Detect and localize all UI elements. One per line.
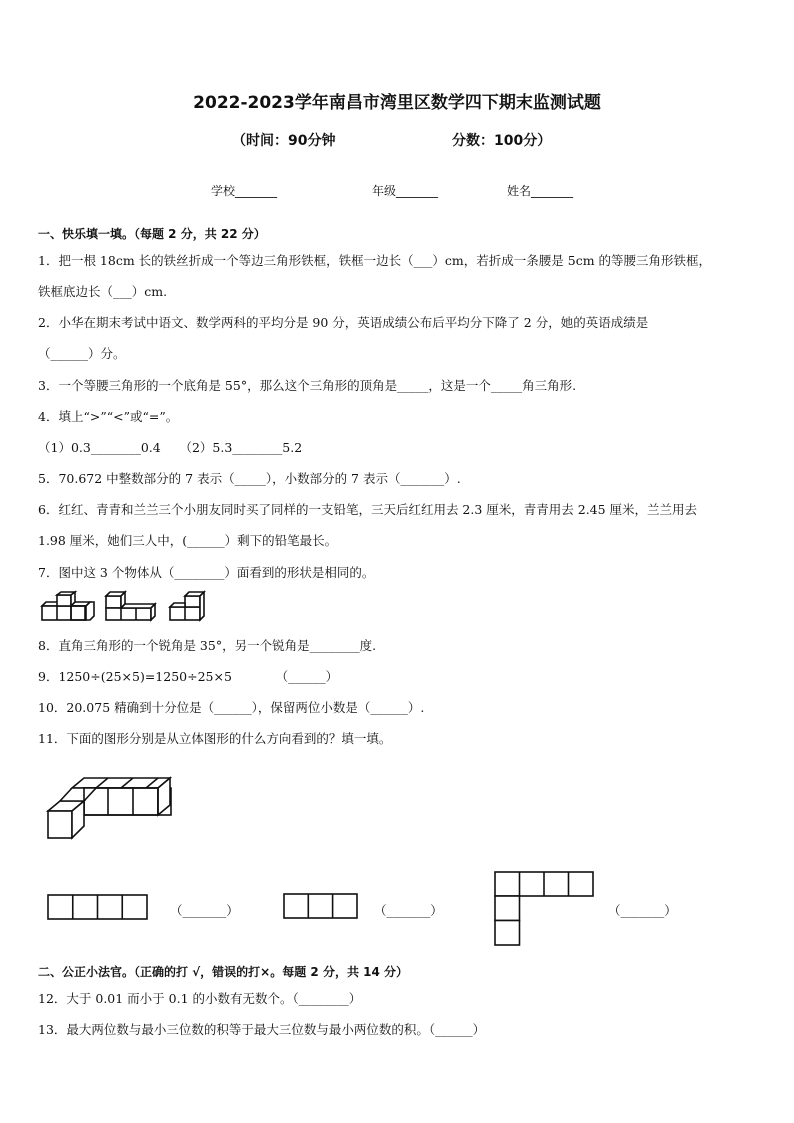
q11-solid-figure <box>46 776 176 840</box>
q13: 13．最大两位数与最小三位数的积等于最大三位数与最小两位数的积。（______） <box>38 1022 486 1037</box>
q10: 10．20.075 精确到十分位是（______），保留两位小数是（______）. <box>38 700 425 715</box>
q11-view1-figure <box>47 894 149 920</box>
q11-answer-blank-1[interactable]: （_______） <box>170 903 239 918</box>
q4-line1: 4．填上“>”“<”或“=”。 <box>38 409 179 424</box>
q6-line1: 6．红红、青青和兰兰三个小朋友同时买了同样的一支铅笔，三天后红红用去 2.3 厘米，青青用去 2.45 厘米，兰兰用去 <box>38 502 698 517</box>
section1-heading: 一、快乐填一填。（每题 2 分，共 22 分） <box>38 227 266 241</box>
q11: 11．下面的图形分别是从立体图形的什么方向看到的？填一填。 <box>38 731 392 746</box>
q4-line2: （1）0.3________0.4 （2）5.3________5.2 <box>38 440 303 455</box>
q6-line2: 1.98 厘米，她们三人中，(______）剩下的铅笔最长。 <box>38 533 338 548</box>
q8: 8．直角三角形的一个锐角是 35°，另一个锐角是________度. <box>38 638 377 653</box>
exam-score: 分数：100分） <box>452 133 552 149</box>
school-field: 学校_______ <box>211 184 278 198</box>
section2-heading: 二、公正小法官。（正确的打 √，错误的打×。每题 2 分，共 14 分） <box>38 965 408 979</box>
q2-line2: （______）分。 <box>38 346 126 361</box>
q1-line1: 1．把一根 18cm 长的铁丝折成一个等边三角形铁框，铁框一边长（___）cm，若折成一条腰是 5cm 的等腰三角形铁框， <box>38 253 712 268</box>
q7: 7．图中这 3 个物体从（________）面看到的形状是相同的。 <box>38 565 375 580</box>
q12: 12．大于 0.01 而小于 0.1 的小数有无数个。（________） <box>38 991 362 1006</box>
q9: 9．1250÷(25×5)=1250÷25×5 （______） <box>38 669 339 684</box>
q11-view2-figure <box>283 893 359 919</box>
q11-answer-blank-2[interactable]: （_______） <box>374 903 443 918</box>
q11-answer-blank-3[interactable]: （_______） <box>608 903 677 918</box>
q2-line1: 2．小华在期末考试中语文、数学两科的平均分是 90 分，英语成绩公布后平均分下降了 2 分，她的英语成绩是 <box>38 315 649 330</box>
name-field: 姓名_______ <box>507 184 574 198</box>
page-title: 2022-2023学年南昌市湾里区数学四下期末监测试题 <box>193 93 601 113</box>
q3: 3．一个等腰三角形的一个底角是 55°，那么这个三角形的顶角是_____，这是一个_____角三角形. <box>38 378 577 393</box>
q1-line2: 铁框底边长（___）cm. <box>38 284 168 299</box>
grade-field: 年级_______ <box>372 184 439 198</box>
q5: 5．70.672 中整数部分的 7 表示（_____），小数部分的 7 表示（_______）. <box>38 471 461 486</box>
q7-cubes-figure <box>40 592 210 624</box>
q11-view3-figure <box>494 871 596 947</box>
exam-time: （时间：90分钟 <box>232 133 336 149</box>
